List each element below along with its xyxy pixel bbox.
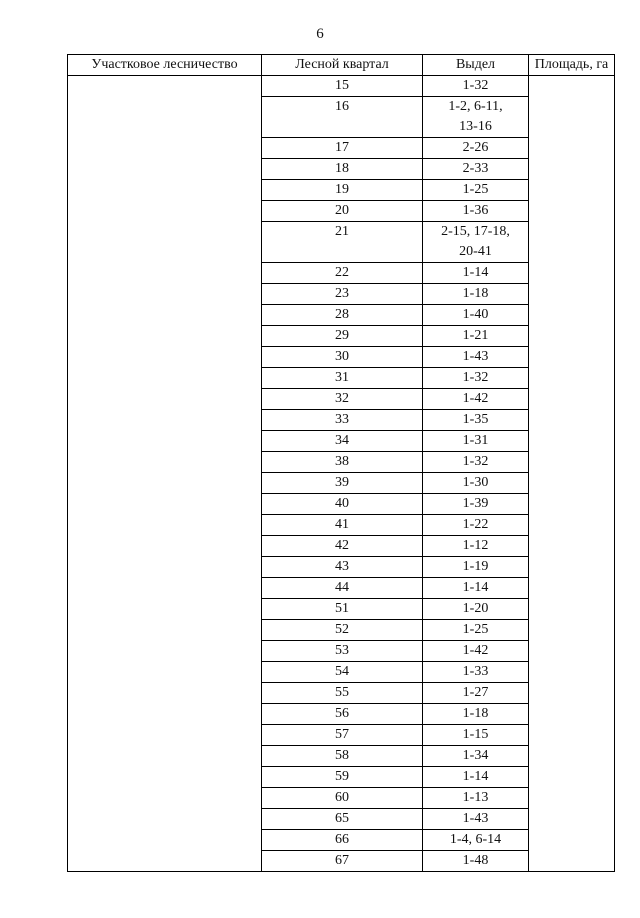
allotment-line: 1-42 — [462, 643, 489, 658]
allotment-cell — [423, 410, 529, 431]
allotment-cell — [423, 159, 529, 180]
allotment-line: 1-15 — [462, 727, 489, 742]
allotment-line: 1-18 — [462, 706, 489, 721]
allotment-line: 1-33 — [462, 664, 489, 679]
quarter-cell: 20 — [262, 201, 423, 222]
quarter-cell: 57 — [262, 725, 423, 746]
quarter-cell: 15 — [262, 76, 423, 97]
area-cell — [529, 76, 615, 872]
quarter-cell: 21 — [262, 222, 423, 263]
allotment-line: 13-16 — [459, 119, 492, 134]
allotment-cell — [423, 536, 529, 557]
quarter-cell: 30 — [262, 347, 423, 368]
page-number: 6 — [316, 26, 324, 42]
allotment-cell — [423, 138, 529, 159]
allotment-cell — [423, 97, 529, 138]
allotment-cell — [423, 222, 529, 263]
allotment-line: 1-32 — [462, 454, 489, 469]
allotment-line: 2-15, 17-18, — [441, 224, 510, 239]
allotment-cell — [423, 809, 529, 830]
allotment-line: 1-4, 6-14 — [449, 832, 502, 847]
allotment-line: 1-34 — [462, 748, 489, 763]
allotment-line: 1-20 — [462, 601, 489, 616]
quarter-cell: 28 — [262, 305, 423, 326]
allotment-cell — [423, 284, 529, 305]
quarter-cell: 31 — [262, 368, 423, 389]
allotment-line: 2-33 — [462, 161, 489, 176]
allotment-line: 1-25 — [462, 622, 489, 637]
allotment-line: 1-19 — [462, 559, 489, 574]
allotment-cell — [423, 746, 529, 767]
allotment-line: 1-35 — [462, 412, 489, 427]
allotment-line: 1-14 — [462, 769, 489, 784]
allotment-cell — [423, 704, 529, 725]
allotment-cell — [423, 725, 529, 746]
quarter-cell: 51 — [262, 599, 423, 620]
allotment-cell — [423, 494, 529, 515]
quarter-cell: 34 — [262, 431, 423, 452]
allotment-line: 1-36 — [462, 203, 489, 218]
quarter-cell: 41 — [262, 515, 423, 536]
quarter-cell: 59 — [262, 767, 423, 788]
allotment-cell — [423, 201, 529, 222]
quarter-cell: 33 — [262, 410, 423, 431]
allotment-cell — [423, 767, 529, 788]
quarter-cell: 32 — [262, 389, 423, 410]
allotment-cell — [423, 305, 529, 326]
allotment-cell — [423, 599, 529, 620]
quarter-cell: 54 — [262, 662, 423, 683]
allotment-line: 1-43 — [462, 811, 489, 826]
allotment-line: 1-13 — [462, 790, 489, 805]
quarter-cell: 19 — [262, 180, 423, 201]
allotment-line: 1-22 — [462, 517, 489, 532]
allotment-line: 1-42 — [462, 391, 489, 406]
allotment-line: 1-31 — [462, 433, 489, 448]
quarter-cell: 39 — [262, 473, 423, 494]
allotment-line: 1-40 — [462, 307, 489, 322]
allotment-line: 1-27 — [462, 685, 489, 700]
allotment-cell — [423, 431, 529, 452]
allotment-cell — [423, 851, 529, 872]
quarter-cell: 65 — [262, 809, 423, 830]
quarter-cell: 53 — [262, 641, 423, 662]
allotment-cell — [423, 830, 529, 851]
allotment-cell — [423, 347, 529, 368]
allotment-line: 20-41 — [459, 244, 492, 259]
allotment-line: 1-14 — [462, 580, 489, 595]
allotment-line: 1-25 — [462, 182, 489, 197]
allotment-line: 1-12 — [462, 538, 489, 553]
allotment-cell — [423, 620, 529, 641]
allotment-line: 1-21 — [462, 328, 489, 343]
forest-allotment-table — [67, 54, 615, 872]
allotment-cell — [423, 368, 529, 389]
quarter-cell: 58 — [262, 746, 423, 767]
quarter-cell: 55 — [262, 683, 423, 704]
quarter-cell: 66 — [262, 830, 423, 851]
allotment-cell — [423, 263, 529, 284]
quarter-cell: 29 — [262, 326, 423, 347]
quarter-cell: 56 — [262, 704, 423, 725]
header-area: Площадь, га — [529, 55, 615, 76]
allotment-line: 2-26 — [462, 140, 489, 155]
allotment-cell — [423, 389, 529, 410]
table-row — [68, 76, 615, 97]
allotment-cell — [423, 683, 529, 704]
quarter-cell: 17 — [262, 138, 423, 159]
quarter-cell: 22 — [262, 263, 423, 284]
allotment-line: 1-2, 6-11, — [448, 99, 503, 114]
quarter-cell: 44 — [262, 578, 423, 599]
allotment-line: 1-14 — [462, 265, 489, 280]
quarter-cell: 43 — [262, 557, 423, 578]
allotment-line: 1-43 — [462, 349, 489, 364]
allotment-cell — [423, 557, 529, 578]
quarter-cell: 16 — [262, 97, 423, 138]
header-allotment: Выдел — [423, 55, 529, 76]
allotment-line: 1-18 — [462, 286, 489, 301]
quarter-cell: 52 — [262, 620, 423, 641]
allotment-cell — [423, 76, 529, 97]
district-cell — [68, 76, 262, 872]
allotment-cell — [423, 788, 529, 809]
allotment-cell — [423, 662, 529, 683]
allotment-line: 1-48 — [462, 853, 489, 868]
quarter-cell: 18 — [262, 159, 423, 180]
allotment-line: 1-39 — [462, 496, 489, 511]
quarter-cell: 38 — [262, 452, 423, 473]
allotment-cell — [423, 180, 529, 201]
quarter-cell: 67 — [262, 851, 423, 872]
allotment-cell — [423, 326, 529, 347]
quarter-cell: 42 — [262, 536, 423, 557]
allotment-cell — [423, 578, 529, 599]
quarter-cell: 60 — [262, 788, 423, 809]
quarter-cell: 23 — [262, 284, 423, 305]
allotment-cell — [423, 515, 529, 536]
allotment-cell — [423, 473, 529, 494]
quarter-cell: 40 — [262, 494, 423, 515]
allotment-cell — [423, 452, 529, 473]
allotment-line: 1-32 — [462, 370, 489, 385]
allotment-line: 1-32 — [462, 78, 489, 93]
allotment-cell — [423, 641, 529, 662]
header-district: Участковое лесничество — [68, 55, 262, 76]
allotment-line: 1-30 — [462, 475, 489, 490]
header-forest-quarter: Лесной квартал — [262, 55, 423, 76]
table-header-row — [68, 55, 615, 76]
